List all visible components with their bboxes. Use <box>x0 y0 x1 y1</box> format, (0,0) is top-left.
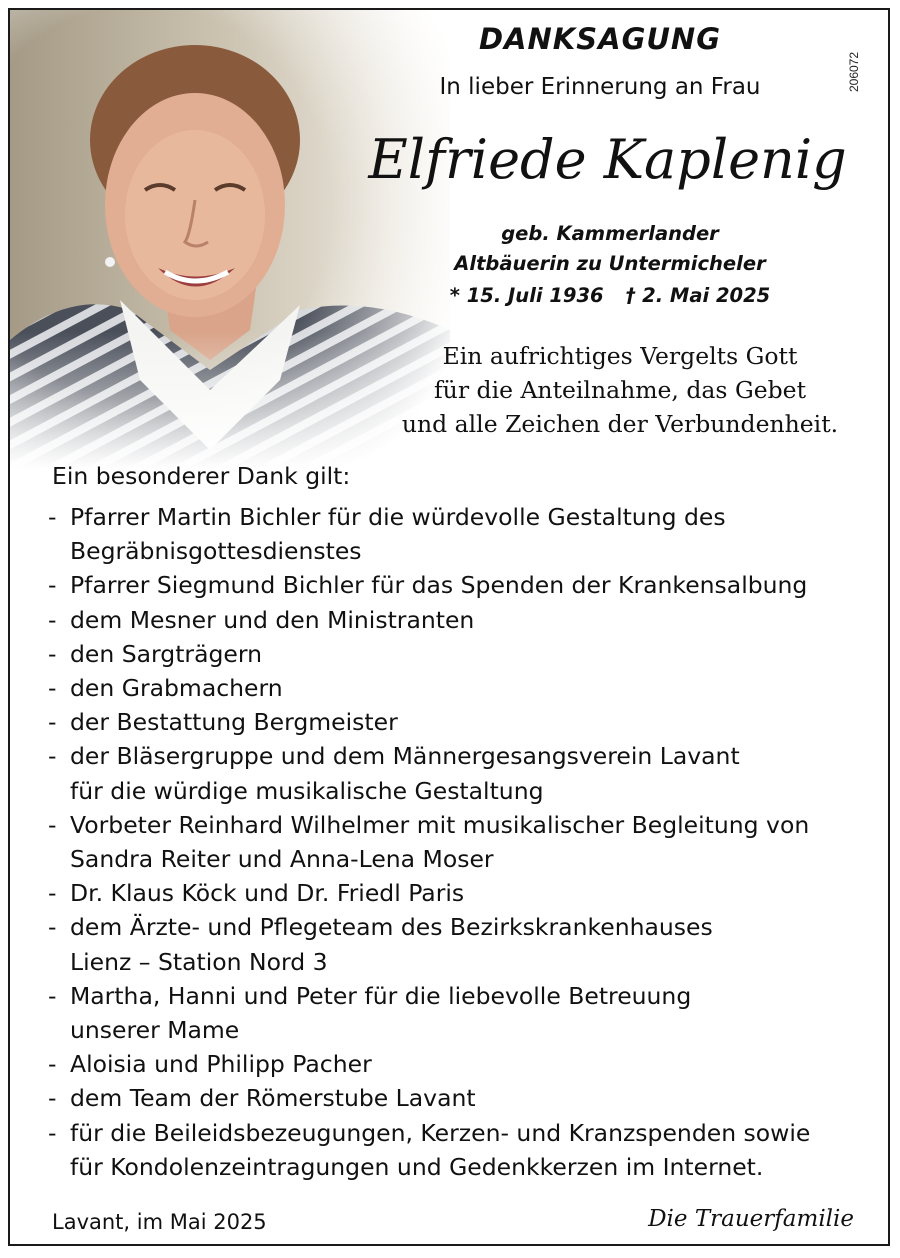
list-item: - der Bestattung Bergmeister <box>48 705 868 739</box>
list-item: - Vorbeter Reinhard Wilhelmer mit musikalischer Begleitung von Sandra Reiter und Anna-Lena Moser <box>48 808 868 876</box>
thanks-line-2: für die Anteilnahme, das Gebet <box>433 376 807 404</box>
list-dash: - <box>48 742 57 771</box>
reference-number: 206072 <box>847 51 861 93</box>
signature: Die Trauerfamilie <box>648 1206 854 1232</box>
list-dash: - <box>48 605 57 634</box>
list-item: - Pfarrer Siegmund Bichler für das Spenden der Krankensalbung <box>48 568 868 602</box>
deceased-role: Altbäuerin zu Untermicheler <box>454 252 766 275</box>
list-item: - Pfarrer Martin Bichler für die würdevolle Gestaltung des Begräbnisgottesdienstes <box>48 500 868 568</box>
thanks-line-1: Ein aufrichtiges Vergelts Gott <box>442 342 798 370</box>
list-dash: - <box>48 810 57 839</box>
page-title: DANKSAGUNG <box>478 22 721 56</box>
list-dash: - <box>48 1050 57 1079</box>
thanks-line-3: und alle Zeichen der Verbundenheit. <box>401 410 839 438</box>
deceased-name: Elfriede Kaplenig <box>368 128 847 191</box>
list-item: - den Grabmachern <box>48 671 868 705</box>
list-item: - dem Mesner und den Ministranten <box>48 603 868 637</box>
list-item: - dem Team der Römerstube Lavant <box>48 1081 868 1115</box>
thanks-list <box>48 500 868 1184</box>
place-date: Lavant, im Mai 2025 <box>52 1210 267 1234</box>
list-dash: - <box>48 879 57 908</box>
list-dash: - <box>48 571 57 600</box>
birth-date: * 15. Juli 1936 <box>449 284 604 307</box>
list-dash: - <box>48 639 57 668</box>
special-thanks-heading: Ein besonderer Dank gilt: <box>52 462 351 490</box>
list-item: - dem Ärzte- und Pflegeteam des Bezirkskrankenhauses Lienz – Station Nord 3 <box>48 910 868 978</box>
maiden-name: geb. Kammerlander <box>501 222 719 245</box>
list-dash: - <box>48 1084 57 1113</box>
list-item: - für die Beileidsbezeugungen, Kerzen- und Kranzspenden sowie für Kondolenzeintragungen und Gedenkkerzen im Internet. <box>48 1116 868 1184</box>
list-dash: - <box>48 503 57 531</box>
list-item: - Martha, Hanni und Peter für die liebevolle Betreuung unserer Mame <box>48 979 868 1047</box>
list-dash: - <box>48 981 57 1010</box>
list-item: - den Sargträgern <box>48 637 868 671</box>
list-dash: - <box>48 913 57 942</box>
list-dash: - <box>48 1118 57 1147</box>
list-item: - Dr. Klaus Köck und Dr. Friedl Paris <box>48 876 868 910</box>
list-dash: - <box>48 674 57 703</box>
list-item: - Aloisia und Philipp Pacher <box>48 1047 868 1081</box>
intro-line: In lieber Erinnerung an Frau <box>439 74 761 100</box>
death-date: † 2. Mai 2025 <box>625 284 771 307</box>
life-dates <box>380 284 840 307</box>
list-item: - der Bläsergruppe und dem Männergesangsverein Lavant für die würdige musikalische Gestaltung <box>48 739 868 807</box>
list-dash: - <box>48 708 57 737</box>
